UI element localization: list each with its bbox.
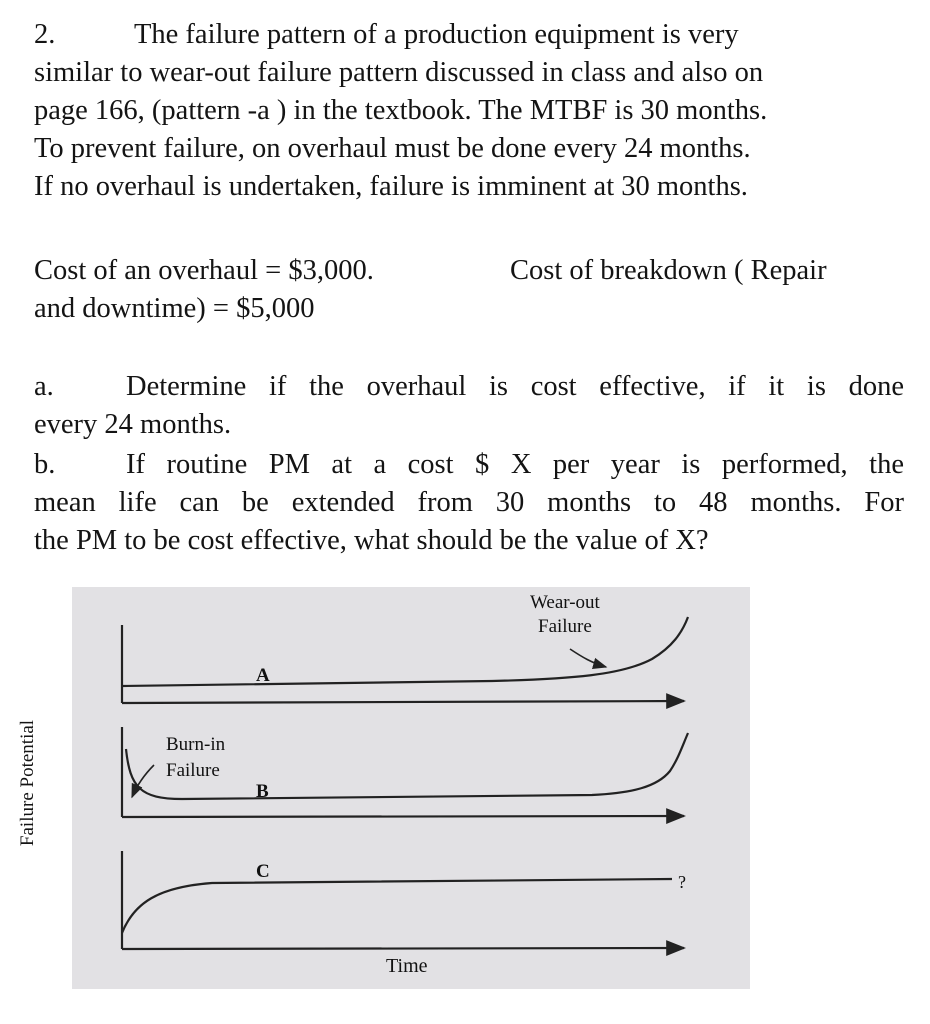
question-line: page 166, (pattern -a ) in the textbook. The MTBF is 30 months. xyxy=(34,95,768,126)
question-2-line-1 xyxy=(34,16,904,54)
breakdown-cost-part2: and downtime) = $5,000 xyxy=(34,293,315,324)
pattern-a-x-axis xyxy=(122,701,684,703)
part-a xyxy=(34,368,904,444)
part-b-text1: If routine PM at a cost $ X per year is performed, the xyxy=(126,449,904,480)
part-b-line-1 xyxy=(34,446,904,484)
part-a-label: a. xyxy=(34,371,54,402)
y-axis-label: Failure Potential xyxy=(17,719,38,847)
unknown-mark: ? xyxy=(678,872,686,892)
part-b xyxy=(34,446,904,560)
burnin-label-line2: Failure xyxy=(166,760,220,781)
part-a-text2: every 24 months. xyxy=(34,409,232,440)
breakdown-cost-part1: Cost of breakdown ( Repair xyxy=(510,255,827,286)
x-axis-label: Time xyxy=(386,955,428,977)
failure-pattern-diagram xyxy=(72,587,750,989)
part-b-text2: mean life can be extended from 30 months to 48 months. For xyxy=(34,487,904,518)
pattern-c-curve xyxy=(122,879,672,933)
burnin-label-line1: Burn-in xyxy=(166,734,226,755)
overhaul-cost: Cost of an overhaul = $3,000. xyxy=(34,255,374,286)
pattern-b-x-axis xyxy=(122,816,684,817)
question-first-line: The failure pattern of a production equipment is very xyxy=(134,19,739,50)
question-line: If no overhaul is undertaken, failure is imminent at 30 months. xyxy=(34,171,748,202)
part-a-text1: Determine if the overhaul is cost effective, if it is done xyxy=(126,371,904,402)
question-number: 2. xyxy=(34,19,56,50)
cost-info xyxy=(34,252,904,328)
curve-b-label: B xyxy=(256,781,269,802)
question-line: To prevent failure, on overhaul must be done every 24 months. xyxy=(34,133,751,164)
part-b-label: b. xyxy=(34,449,56,480)
wearout-label xyxy=(530,591,600,639)
part-b-text3: the PM to be cost effective, what should be the value of X? xyxy=(34,525,709,556)
wearout-label-line1: Wear-out xyxy=(530,592,600,613)
question-line: similar to wear-out failure pattern discussed in class and also on xyxy=(34,57,764,88)
burnin-label xyxy=(166,732,225,784)
pattern-a-curve xyxy=(122,617,688,686)
wearout-pointer xyxy=(570,649,606,667)
curve-a-label: A xyxy=(256,665,270,686)
pattern-c-x-axis xyxy=(122,948,684,949)
question-2 xyxy=(34,16,904,206)
curve-c-label: C xyxy=(256,861,270,882)
part-a-line-1 xyxy=(34,368,904,406)
failure-pattern-figure xyxy=(72,587,750,989)
wearout-label-line2: Failure xyxy=(538,616,592,637)
